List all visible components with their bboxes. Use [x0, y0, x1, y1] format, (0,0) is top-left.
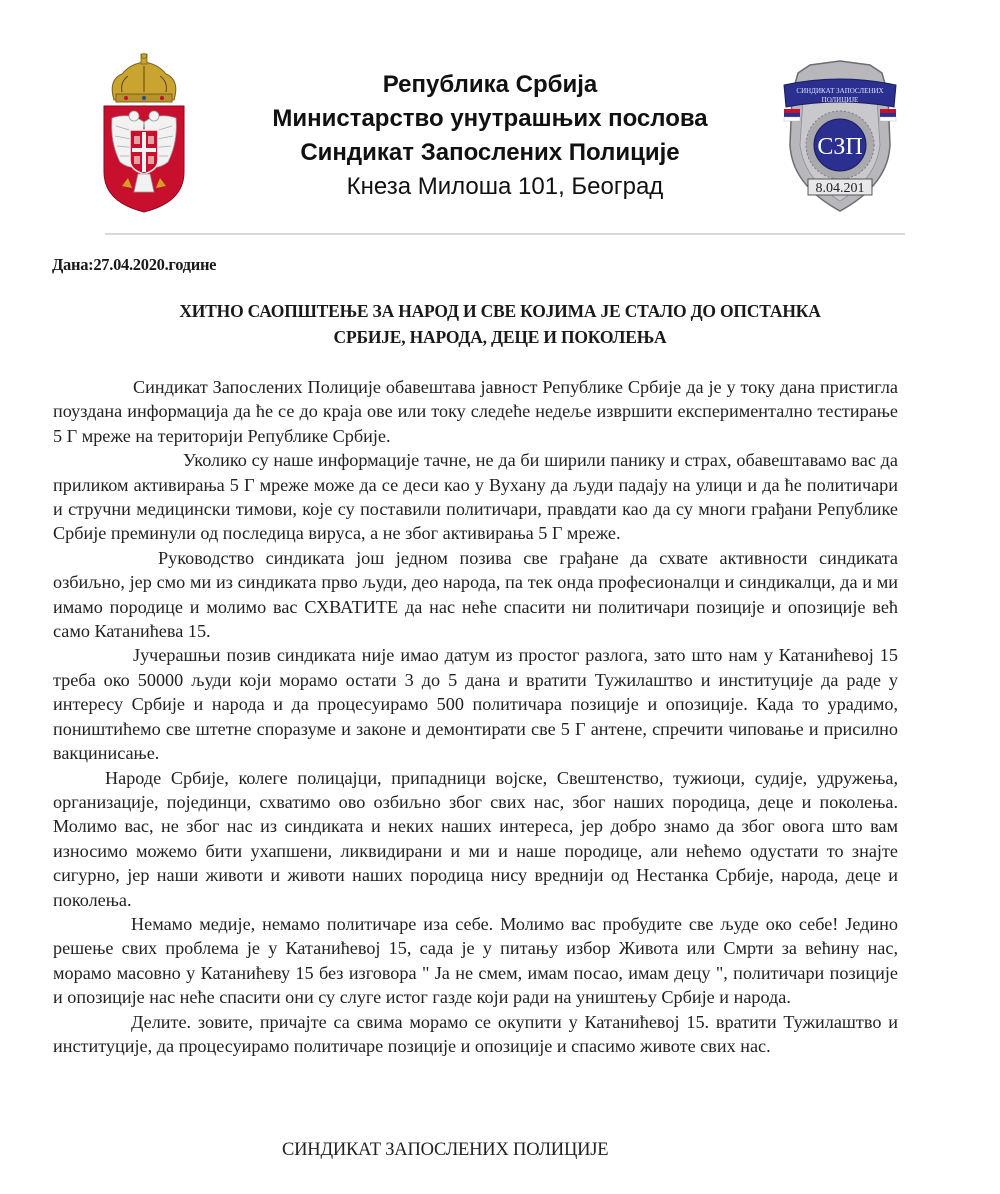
svg-text:ПОЛИЦИЈЕ: ПОЛИЦИЈЕ [821, 96, 859, 104]
letterhead [240, 68, 740, 204]
letterhead-address: Кнеза Милоша 101, Београд [346, 173, 664, 200]
paragraph-4: Јучерашњи позив синдиката није имао датум из простог разлога, зато што нам у Катанићевој 15 треба око 50000 људи који морамо остати 3 до 5 дана и вратити Тужилаштво и институције да раде у интересу Србије и народа и да процесуирамо 500 политичара позиције и опозиције. Када то урадимо, поништићемо све штетне споразуме и законе и демонтирати све 5 Г антене, спречити чиповање и присилно вакцинисање. [53, 645, 898, 764]
letterhead-union: Синдикат Запослених Полиције [300, 139, 680, 166]
svg-text:СИНДИКАТ ЗАПОСЛЕНИХ: СИНДИКАТ ЗАПОСЛЕНИХ [796, 87, 884, 95]
document-title-line-2: СРБИЈЕ, НАРОДА, ДЕЦЕ И ПОКОЛЕЊА [333, 327, 667, 347]
paragraph-5: Народе Србије, колеге полицајци, припадници војске, Свештенство, тужиоци, судије, удружења, организације, појединци, схватимо ово озбиљно због свих нас, због наших породица, деце и поколења. Молимо вас, не због нас из синдиката и неких наших интереса, јер добро знамо да због овога што вам износимо можемо бити ухапшени, ликвидирани и ми и наше породице, али нећемо одустати то знајте сигурно, јер наши животи и животи наших породица нису вреднији од Нестанка Србије, народа, деце и поколења. [53, 767, 898, 910]
header-divider [105, 233, 905, 235]
paragraph-2: Уколико су наше информације тачне, не да би ширили панику и страх, обавештавамо вас да приликом активирања 5 Г мреже може да се деси као у Вухану да људи падају на улици и да ће политичари и стручни медицински тимови, које су поставили политичари, правдати као да су многи грађани Републике Србије преминули од последица вируса, а не због активирања 5 Г мреже. [53, 450, 898, 544]
document-date: Дана:27.04.2020.године [52, 255, 217, 274]
document-body [53, 375, 898, 1058]
union-badge-icon [770, 55, 910, 215]
letterhead-ministry: Министарство унутрашњих послова [272, 105, 708, 132]
letterhead-republic: Република Србија [382, 71, 598, 98]
document-title-line-1: ХИТНО САОПШТЕЊЕ ЗА НАРОД И СВЕ КОЈИМА ЈЕ СТАЛО ДО ОПСТАНКА [179, 301, 821, 321]
signature: СИНДИКАТ ЗАПОСЛЕНИХ ПОЛИЦИЈЕ [282, 1140, 609, 1160]
paragraph-6: Немамо медије, немамо политичаре иза себе. Молимо вас пробудите све људе око себе! Једино решење свих проблема је у Катанићевој 15, сада је у питању избор Живота или Смрти за већину нас, морамо масовно у Катанићеву 15 без изговора " Ја не смем, имам посао, имам децу ", политичари позиције и опозиције нас неће спасити они су слуге истог газде који ради на уништењу Србије и народа. [53, 913, 898, 1008]
paragraph-3: Руководство синдиката још једном позива све грађане да схвате активности синдиката озбиљно, јер смо ми из синдиката прво људи, део народа, па тек онда професионалци и синдикалци, да и ми имамо породице и молимо вас СХВАТИТЕ да нас неће спасити ни политичари позиције и опозиције већ само Катанићева 15. [53, 547, 898, 642]
paragraph-7: Делите. зовите, причајте са свима морамо се окупити у Катанићевој 15. вратити Тужилаштво и институције, да процесуирамо политичаре позиције и опозиције и спасимо животе свих нас. [53, 1011, 898, 1056]
paragraph-1: Синдикат Запослених Полиције обавештава јавност Републике Србије да је у току дана пристигла поуздана информација да ће се до краја ове или току следеће недеље извршити експериментално тестирање 5 Г мреже на територији Републике Србије. [53, 377, 898, 446]
serbian-coat-of-arms-icon [100, 52, 188, 214]
badge-date: 8.04.201 [815, 181, 865, 196]
badge-initials: СЗП [817, 134, 863, 160]
document-title [60, 298, 940, 350]
